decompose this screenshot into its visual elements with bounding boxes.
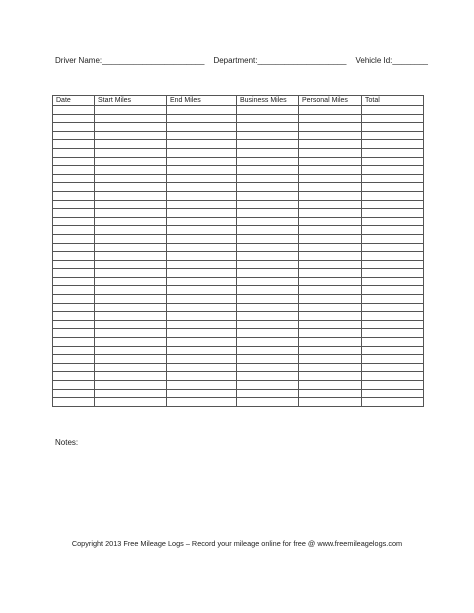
table-cell[interactable] xyxy=(237,131,299,140)
table-cell[interactable] xyxy=(362,183,424,192)
table-cell[interactable] xyxy=(362,191,424,200)
table-cell[interactable] xyxy=(237,140,299,149)
table-cell[interactable] xyxy=(362,200,424,209)
table-cell[interactable] xyxy=(237,148,299,157)
table-cell[interactable] xyxy=(167,286,237,295)
table-row xyxy=(53,123,424,132)
table-cell[interactable] xyxy=(299,174,362,183)
table-cell[interactable] xyxy=(299,226,362,235)
table-cell[interactable] xyxy=(95,148,167,157)
footer-copyright: Copyright 2013 Free Mileage Logs – Record your mileage online for free @ www.freemileagelogs.com xyxy=(71,539,403,548)
table-cell[interactable] xyxy=(167,226,237,235)
table-row xyxy=(53,217,424,226)
table-cell[interactable] xyxy=(95,234,167,243)
table-cell[interactable] xyxy=(53,243,95,252)
table-row xyxy=(53,166,424,175)
table-row xyxy=(53,286,424,295)
table-cell[interactable] xyxy=(53,277,95,286)
table-cell[interactable] xyxy=(95,174,167,183)
table-cell[interactable] xyxy=(362,320,424,329)
table-cell[interactable] xyxy=(95,191,167,200)
table-cell[interactable] xyxy=(167,166,237,175)
column-header-business-miles: Business Miles xyxy=(237,96,299,106)
table-cell[interactable] xyxy=(299,140,362,149)
table-cell[interactable] xyxy=(167,234,237,243)
table-cell[interactable] xyxy=(53,157,95,166)
table-row xyxy=(53,106,424,115)
table-cell[interactable] xyxy=(53,252,95,261)
table-cell[interactable] xyxy=(167,269,237,278)
table-cell[interactable] xyxy=(53,303,95,312)
table-cell[interactable] xyxy=(362,157,424,166)
table-cell[interactable] xyxy=(362,269,424,278)
table-cell[interactable] xyxy=(362,131,424,140)
table-cell[interactable] xyxy=(362,123,424,132)
table-cell[interactable] xyxy=(167,114,237,123)
table-cell[interactable] xyxy=(237,123,299,132)
table-cell[interactable] xyxy=(167,157,237,166)
table-cell[interactable] xyxy=(237,355,299,364)
table-cell[interactable] xyxy=(237,217,299,226)
table-row xyxy=(53,174,424,183)
table-cell[interactable] xyxy=(95,363,167,372)
table-cell[interactable] xyxy=(299,329,362,338)
table-cell[interactable] xyxy=(167,174,237,183)
table-cell[interactable] xyxy=(362,346,424,355)
table-row xyxy=(53,234,424,243)
table-row xyxy=(53,372,424,381)
table-cell[interactable] xyxy=(95,252,167,261)
table-cell[interactable] xyxy=(299,286,362,295)
table-cell[interactable] xyxy=(299,269,362,278)
table-cell[interactable] xyxy=(237,381,299,390)
table-row xyxy=(53,363,424,372)
table-cell[interactable] xyxy=(362,363,424,372)
table-cell[interactable] xyxy=(299,183,362,192)
table-cell[interactable] xyxy=(95,389,167,398)
table-cell[interactable] xyxy=(237,312,299,321)
table-cell[interactable] xyxy=(167,243,237,252)
column-header-end-miles: End Miles xyxy=(167,96,237,106)
table-row xyxy=(53,148,424,157)
table-cell[interactable] xyxy=(299,209,362,218)
table-cell[interactable] xyxy=(362,209,424,218)
table-cell[interactable] xyxy=(362,338,424,347)
table-cell[interactable] xyxy=(362,398,424,407)
table-row xyxy=(53,209,424,218)
table-cell[interactable] xyxy=(362,252,424,261)
table-cell[interactable] xyxy=(95,286,167,295)
column-header-date: Date xyxy=(53,96,95,106)
table-cell[interactable] xyxy=(362,166,424,175)
table-cell[interactable] xyxy=(237,157,299,166)
table-cell[interactable] xyxy=(299,157,362,166)
table-cell[interactable] xyxy=(362,372,424,381)
table-cell[interactable] xyxy=(299,312,362,321)
table-row xyxy=(53,389,424,398)
table-cell[interactable] xyxy=(95,114,167,123)
table-row xyxy=(53,140,424,149)
table-cell[interactable] xyxy=(237,114,299,123)
table-row xyxy=(53,191,424,200)
table-row xyxy=(53,381,424,390)
table-cell[interactable] xyxy=(237,209,299,218)
table-cell[interactable] xyxy=(53,286,95,295)
table-cell[interactable] xyxy=(299,295,362,304)
column-header-start-miles: Start Miles xyxy=(95,96,167,106)
table-cell[interactable] xyxy=(53,234,95,243)
table-cell[interactable] xyxy=(362,286,424,295)
table-cell[interactable] xyxy=(362,174,424,183)
table-row xyxy=(53,200,424,209)
column-header-total: Total xyxy=(362,96,424,106)
table-cell[interactable] xyxy=(95,243,167,252)
mileage-log-table xyxy=(52,95,424,407)
table-row xyxy=(53,131,424,140)
table-cell[interactable] xyxy=(237,303,299,312)
table-cell[interactable] xyxy=(362,389,424,398)
table-cell[interactable] xyxy=(237,260,299,269)
table-cell[interactable] xyxy=(362,140,424,149)
table-cell[interactable] xyxy=(53,260,95,269)
table-cell[interactable] xyxy=(299,252,362,261)
table-cell[interactable] xyxy=(362,114,424,123)
table-cell[interactable] xyxy=(95,355,167,364)
table-cell[interactable] xyxy=(167,381,237,390)
table-cell[interactable] xyxy=(299,363,362,372)
table-cell[interactable] xyxy=(95,123,167,132)
driver-info-line xyxy=(55,56,428,65)
driver-name-field[interactable]: Driver Name:_______________________ xyxy=(55,56,205,65)
table-cell[interactable] xyxy=(299,131,362,140)
table-cell[interactable] xyxy=(53,200,95,209)
table-cell[interactable] xyxy=(299,346,362,355)
table-cell[interactable] xyxy=(167,346,237,355)
table-cell[interactable] xyxy=(237,174,299,183)
table-cell[interactable] xyxy=(53,191,95,200)
table-cell[interactable] xyxy=(237,329,299,338)
table-cell[interactable] xyxy=(237,277,299,286)
table-cell[interactable] xyxy=(95,329,167,338)
table-cell[interactable] xyxy=(299,217,362,226)
table-cell[interactable] xyxy=(299,398,362,407)
table-cell[interactable] xyxy=(362,260,424,269)
table-row xyxy=(53,157,424,166)
table-cell[interactable] xyxy=(299,166,362,175)
table-cell[interactable] xyxy=(237,286,299,295)
table-row xyxy=(53,398,424,407)
table-cell[interactable] xyxy=(362,217,424,226)
table-cell[interactable] xyxy=(237,398,299,407)
table-cell[interactable] xyxy=(167,303,237,312)
table-row xyxy=(53,295,424,304)
table-cell[interactable] xyxy=(53,372,95,381)
table-cell[interactable] xyxy=(95,381,167,390)
table-cell[interactable] xyxy=(237,372,299,381)
table-cell[interactable] xyxy=(53,355,95,364)
table-cell[interactable] xyxy=(237,200,299,209)
table-cell[interactable] xyxy=(237,226,299,235)
table-row xyxy=(53,260,424,269)
table-cell[interactable] xyxy=(167,217,237,226)
table-row xyxy=(53,329,424,338)
column-header-personal-miles: Personal Miles xyxy=(299,96,362,106)
table-cell[interactable] xyxy=(167,140,237,149)
table-cell[interactable] xyxy=(299,148,362,157)
table-cell[interactable] xyxy=(53,114,95,123)
table-cell[interactable] xyxy=(237,234,299,243)
table-cell[interactable] xyxy=(362,243,424,252)
table-cell[interactable] xyxy=(95,269,167,278)
table-cell[interactable] xyxy=(167,312,237,321)
table-cell[interactable] xyxy=(53,106,95,115)
table-row xyxy=(53,312,424,321)
table-row xyxy=(53,243,424,252)
table-body xyxy=(53,106,424,407)
table-cell[interactable] xyxy=(53,123,95,132)
table-cell[interactable] xyxy=(53,166,95,175)
table-cell[interactable] xyxy=(53,131,95,140)
table-cell[interactable] xyxy=(95,200,167,209)
table-cell[interactable] xyxy=(362,234,424,243)
table-cell[interactable] xyxy=(53,183,95,192)
table-cell[interactable] xyxy=(95,209,167,218)
table-cell[interactable] xyxy=(53,174,95,183)
table-row xyxy=(53,252,424,261)
table-cell[interactable] xyxy=(53,363,95,372)
table-cell[interactable] xyxy=(299,389,362,398)
table-cell[interactable] xyxy=(167,277,237,286)
table-cell[interactable] xyxy=(53,398,95,407)
table-row xyxy=(53,346,424,355)
table-cell[interactable] xyxy=(167,200,237,209)
table-cell[interactable] xyxy=(167,389,237,398)
table-cell[interactable] xyxy=(95,183,167,192)
table-cell[interactable] xyxy=(95,131,167,140)
table-cell[interactable] xyxy=(167,131,237,140)
table-cell[interactable] xyxy=(167,398,237,407)
table-cell[interactable] xyxy=(53,148,95,157)
table-cell[interactable] xyxy=(237,320,299,329)
table-cell[interactable] xyxy=(95,157,167,166)
table-cell[interactable] xyxy=(53,226,95,235)
table-cell[interactable] xyxy=(362,355,424,364)
table-cell[interactable] xyxy=(299,243,362,252)
table-row xyxy=(53,320,424,329)
table-cell[interactable] xyxy=(95,398,167,407)
table-row xyxy=(53,114,424,123)
table-cell[interactable] xyxy=(362,277,424,286)
table-cell[interactable] xyxy=(95,106,167,115)
department-field[interactable]: Department:____________________ xyxy=(213,56,347,65)
table-cell[interactable] xyxy=(95,372,167,381)
table-cell[interactable] xyxy=(167,106,237,115)
table-cell[interactable] xyxy=(299,320,362,329)
table-cell[interactable] xyxy=(95,312,167,321)
table-cell[interactable] xyxy=(95,277,167,286)
table-header-row xyxy=(53,96,424,106)
table-cell[interactable] xyxy=(299,114,362,123)
table-cell[interactable] xyxy=(53,381,95,390)
table-cell[interactable] xyxy=(95,217,167,226)
vehicle-id-field[interactable]: Vehicle Id:________ xyxy=(355,56,428,65)
table-cell[interactable] xyxy=(95,338,167,347)
table-cell[interactable] xyxy=(167,148,237,157)
table-cell[interactable] xyxy=(299,106,362,115)
table-cell[interactable] xyxy=(53,269,95,278)
table-cell[interactable] xyxy=(167,338,237,347)
table-cell[interactable] xyxy=(53,217,95,226)
table-cell[interactable] xyxy=(237,338,299,347)
table-cell[interactable] xyxy=(95,295,167,304)
table-cell[interactable] xyxy=(53,329,95,338)
table-cell[interactable] xyxy=(237,191,299,200)
table-cell[interactable] xyxy=(299,191,362,200)
table-cell[interactable] xyxy=(167,123,237,132)
table-cell[interactable] xyxy=(362,303,424,312)
table-cell[interactable] xyxy=(237,252,299,261)
table-cell[interactable] xyxy=(95,260,167,269)
table-cell[interactable] xyxy=(95,226,167,235)
table-cell[interactable] xyxy=(53,389,95,398)
table-cell[interactable] xyxy=(237,166,299,175)
table-row xyxy=(53,277,424,286)
table-cell[interactable] xyxy=(95,346,167,355)
table-cell[interactable] xyxy=(53,346,95,355)
table-cell[interactable] xyxy=(53,312,95,321)
table-cell[interactable] xyxy=(95,320,167,329)
table-cell[interactable] xyxy=(362,106,424,115)
table-cell[interactable] xyxy=(95,166,167,175)
table-cell[interactable] xyxy=(237,389,299,398)
table-cell[interactable] xyxy=(167,372,237,381)
table-row xyxy=(53,269,424,278)
table-cell[interactable] xyxy=(53,140,95,149)
table-cell[interactable] xyxy=(299,234,362,243)
table-cell[interactable] xyxy=(299,277,362,286)
table-cell[interactable] xyxy=(299,303,362,312)
table-cell[interactable] xyxy=(299,372,362,381)
table-row xyxy=(53,355,424,364)
table-cell[interactable] xyxy=(167,252,237,261)
table-cell[interactable] xyxy=(167,355,237,364)
table-cell[interactable] xyxy=(299,200,362,209)
table-row xyxy=(53,303,424,312)
table-cell[interactable] xyxy=(237,363,299,372)
table-cell[interactable] xyxy=(362,312,424,321)
table-cell[interactable] xyxy=(237,295,299,304)
table-cell[interactable] xyxy=(299,381,362,390)
table-cell[interactable] xyxy=(53,338,95,347)
table-cell[interactable] xyxy=(167,183,237,192)
table-cell[interactable] xyxy=(237,243,299,252)
table-cell[interactable] xyxy=(237,346,299,355)
table-cell[interactable] xyxy=(167,295,237,304)
table-cell[interactable] xyxy=(362,148,424,157)
table-cell[interactable] xyxy=(299,123,362,132)
table-cell[interactable] xyxy=(299,260,362,269)
table-cell[interactable] xyxy=(237,269,299,278)
table-cell[interactable] xyxy=(362,295,424,304)
table-row xyxy=(53,226,424,235)
table-cell[interactable] xyxy=(237,106,299,115)
table-row xyxy=(53,338,424,347)
table-cell[interactable] xyxy=(167,320,237,329)
table-cell[interactable] xyxy=(95,303,167,312)
table-cell[interactable] xyxy=(362,329,424,338)
table-cell[interactable] xyxy=(95,140,167,149)
table-cell[interactable] xyxy=(299,338,362,347)
table-cell[interactable] xyxy=(237,183,299,192)
notes-label: Notes: xyxy=(55,438,79,447)
table-cell[interactable] xyxy=(167,260,237,269)
table-row xyxy=(53,183,424,192)
table-cell[interactable] xyxy=(362,226,424,235)
table-cell[interactable] xyxy=(53,320,95,329)
table-cell[interactable] xyxy=(167,209,237,218)
table-cell[interactable] xyxy=(362,381,424,390)
table-cell[interactable] xyxy=(167,363,237,372)
table-cell[interactable] xyxy=(53,295,95,304)
table-cell[interactable] xyxy=(299,355,362,364)
table-cell[interactable] xyxy=(167,329,237,338)
table-cell[interactable] xyxy=(167,191,237,200)
table-cell[interactable] xyxy=(53,209,95,218)
